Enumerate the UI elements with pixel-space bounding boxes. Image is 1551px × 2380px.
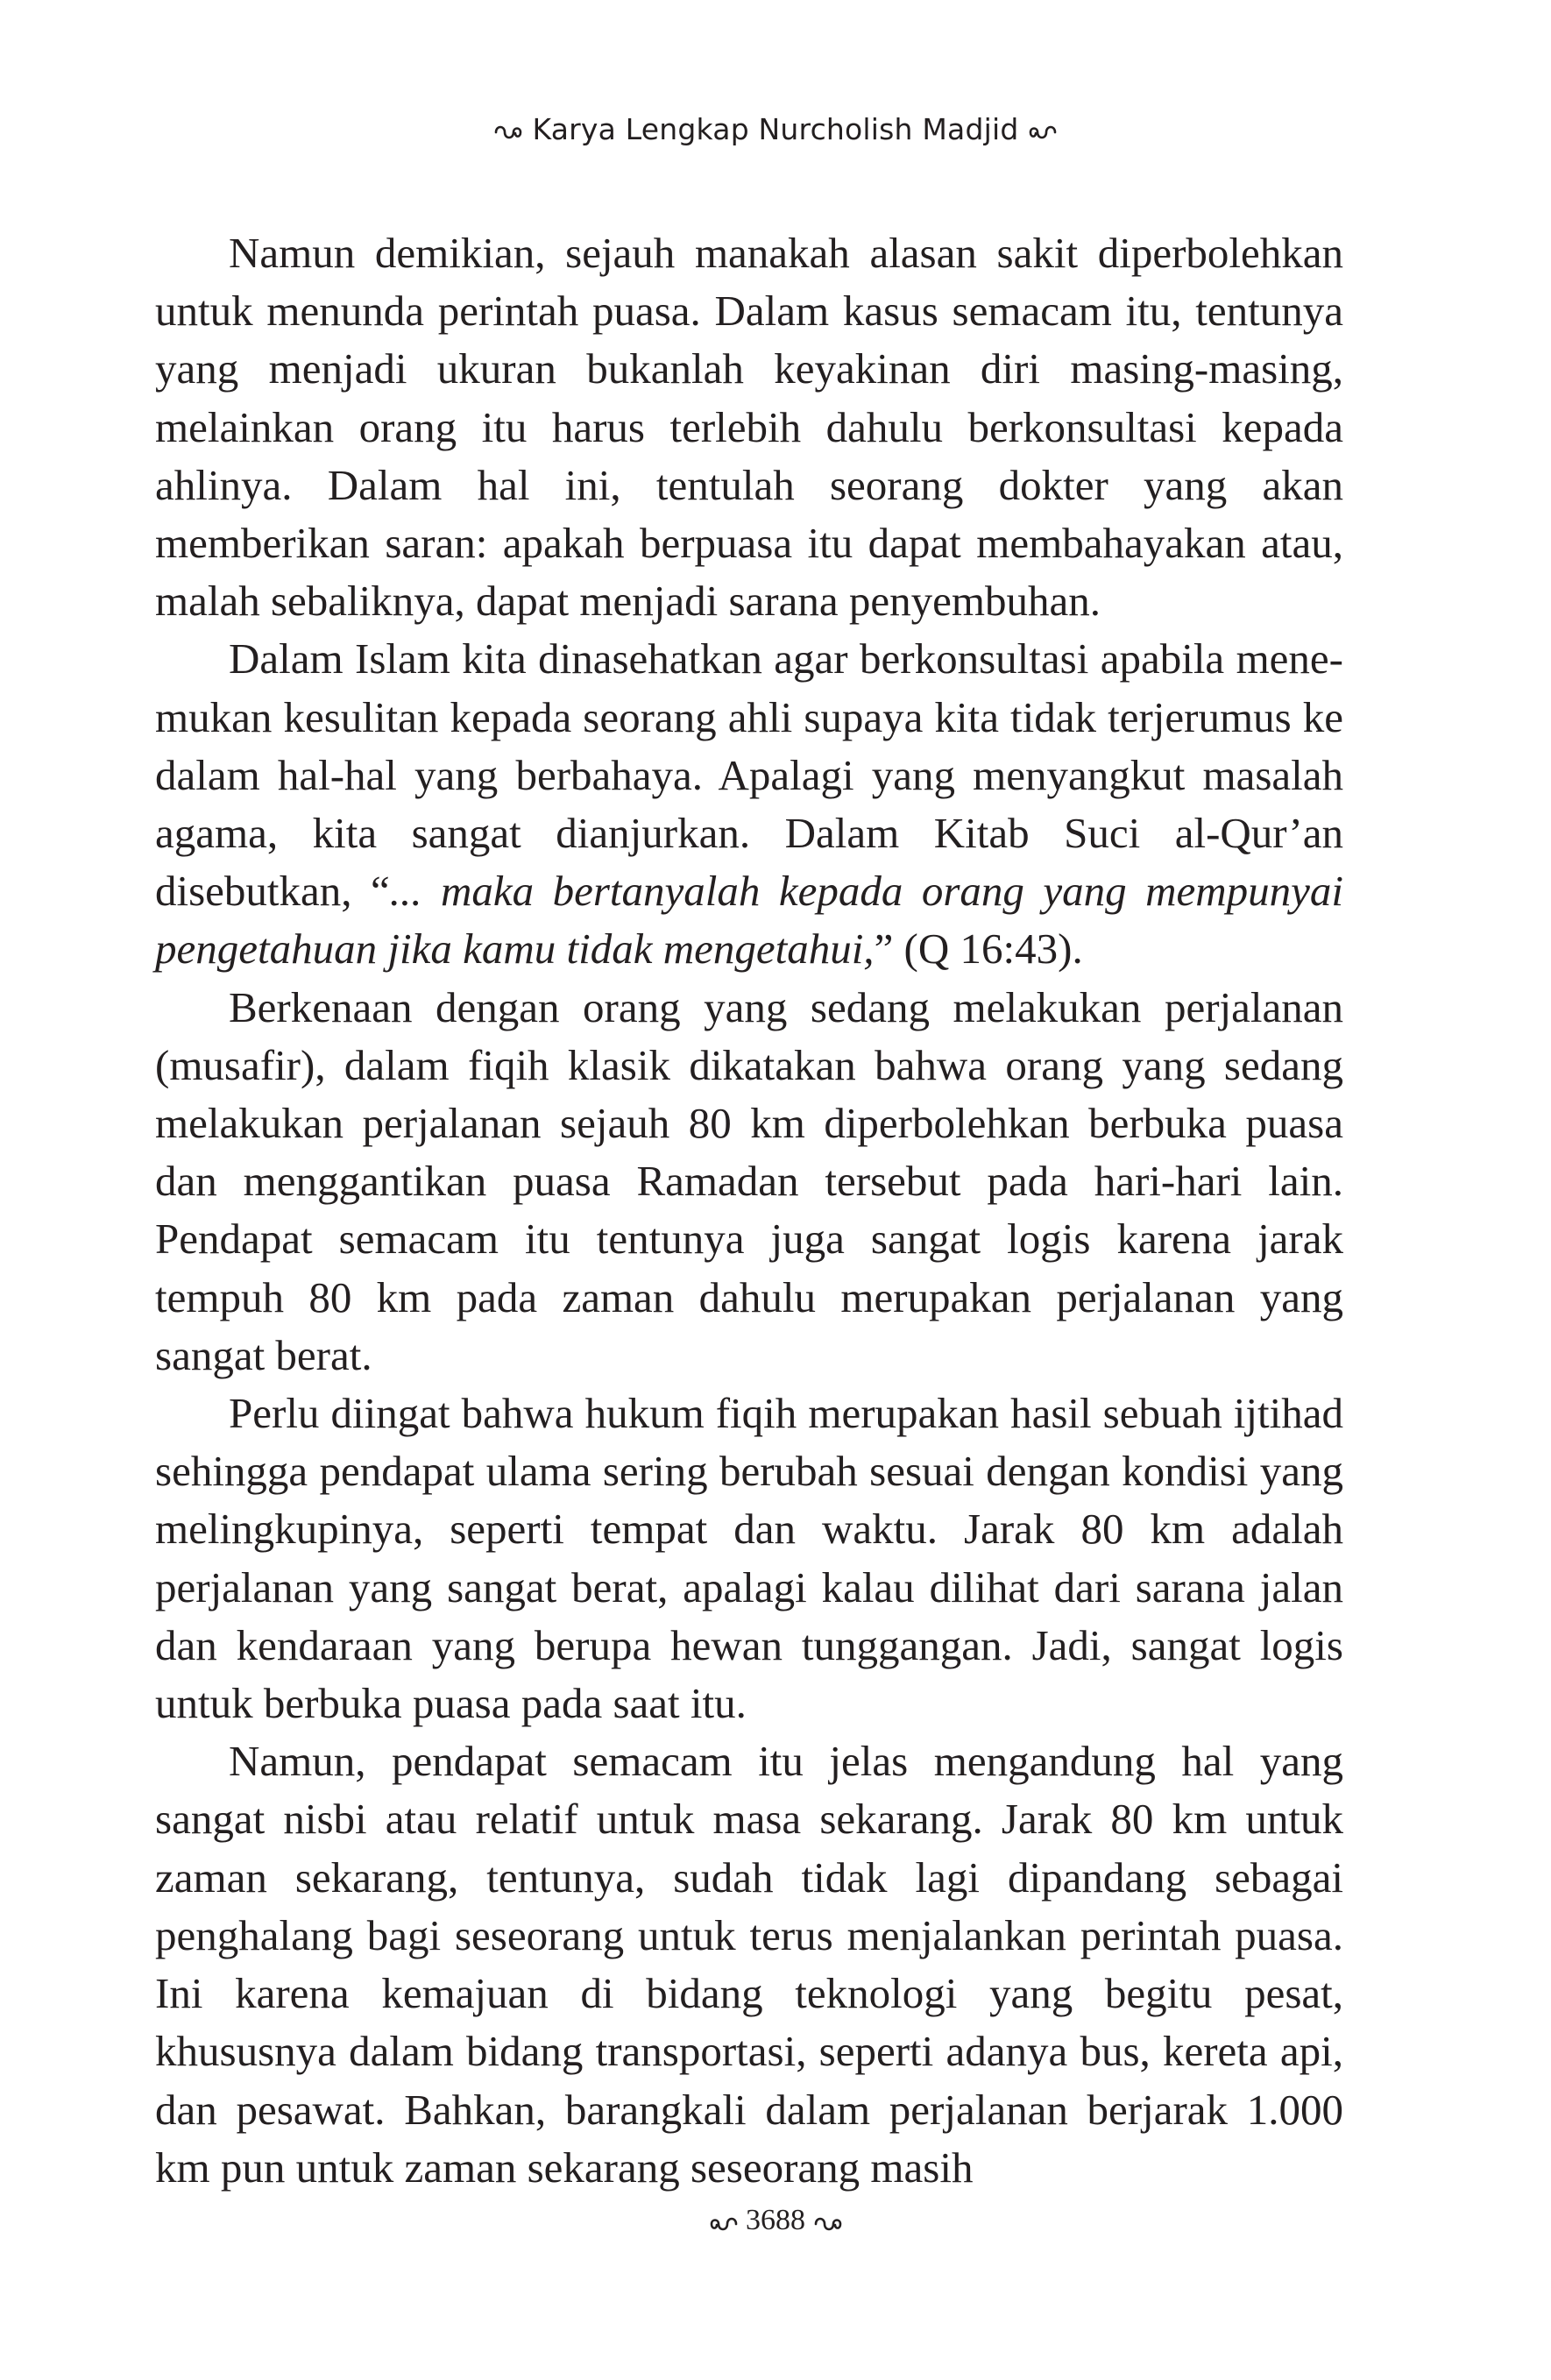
paragraph-5-text: Namun, pendapat semacam itu jelas mengandung hal yang sangat nisbi atau relatif untuk masa sekarang. Jarak 80 km untuk zaman sekarang, tentunya, sudah tidak lagi dipandang sebagai penghalang bagi seseorang untuk terus menjalankan perintah puasa. Ini karena kemajuan di bidang teknologi yang begitu pesat, khususnya dalam bidang transportasi, seperti adanya bus, kereta api, dan pesawat. Bahkan, barangkali dalam perjalanan berjarak 1.000 km pun untuk zaman sekarang seseorang masih [155, 1737, 1343, 2192]
page-number: 3688 [746, 2204, 805, 2236]
right-fleuron-icon [1028, 116, 1058, 146]
paragraph-1 [155, 224, 1343, 630]
running-header [0, 112, 1551, 146]
header-title: Karya Lengkap Nurcholish Madjid [532, 112, 1019, 146]
paragraph-4 [155, 1385, 1343, 1732]
paragraph-2-text-b: ” (Q 16:43). [874, 924, 1083, 974]
paragraph-5 [155, 1732, 1343, 2197]
quran-quotation: ... maka bertanyalah kepada orang yang mempunyai pengetahuan jika kamu tidak mengetahui, [155, 867, 1343, 974]
footer-right-fleuron-icon [813, 2207, 843, 2238]
paragraph-1-text: Namun demikian, sejauh manakah alasan sakit diperbolehkan untuk menunda perintah puasa. Dalam kasus semacam itu, tentunya yang menjadi ukuran bukanlah keyakinan diri masing-masing, melainkan orang itu harus terlebih dahulu berkonsultasi kepada ahlinya. Dalam hal ini, tentulah seorang dokter yang akan memberikan saran: apakah berpuasa itu dapat membahayakan atau, malah sebaliknya, dapat menjadi sarana penyembuhan. [155, 229, 1343, 626]
paragraph-2 [155, 630, 1343, 978]
page-footer [0, 2204, 1551, 2238]
footer-left-fleuron-icon [709, 2207, 739, 2238]
paragraph-4-text: Perlu diingat bahwa hukum fiqih merupakan hasil sebuah ijtihad sehingga pendapat ulama sering berubah sesuai dengan kondisi yang melingkupinya, seperti tempat dan waktu. Jarak 80 km adalah perjalanan yang sangat berat, apalagi kalau dilihat dari sarana jalan dan kendaraan yang berupa hewan tunggangan. Jadi, sangat logis untuk berbuka puasa pada saat itu. [155, 1389, 1343, 1728]
left-fleuron-icon [493, 116, 523, 146]
paragraph-3 [155, 979, 1343, 1385]
paragraph-2-text-a: Dalam Islam kita dinasehatkan agar berkonsultasi apabila mene-mukan kesulitan kepada seorang ahli supaya kita tidak terjerumus ke dalam hal-hal yang berbahaya. Apalagi yang menyangkut masalah agama, kita sangat dianjurkan. Dalam Kitab Suci al-Qur’an disebutkan, “ [155, 634, 1343, 916]
paragraph-3-text: Berkenaan dengan orang yang sedang melakukan perjalanan (musafir), dalam fiqih klasik dikatakan bahwa orang yang sedang melakukan perjalanan sejauh 80 km diperbolehkan berbuka puasa dan menggantikan puasa Ramadan tersebut pada hari-hari lain. Pendapat semacam itu tentunya juga sangat logis karena jarak tempuh 80 km pada zaman dahulu merupakan perjalanan yang sangat berat. [155, 982, 1343, 1379]
body-text [155, 224, 1343, 2197]
